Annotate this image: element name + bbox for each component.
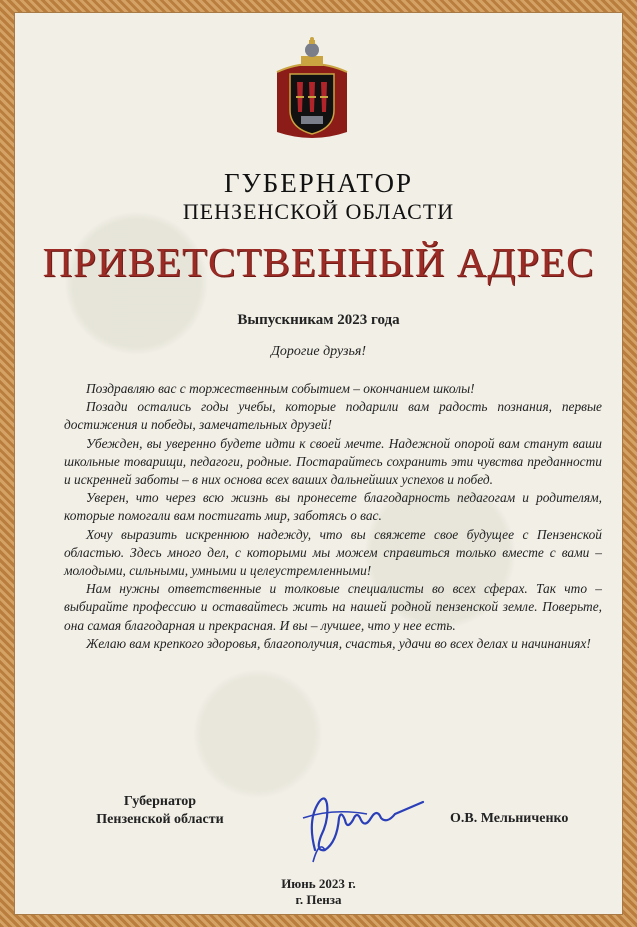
- paragraph: Позади остались годы учебы, которые подарили вам радость познания, первые достижения и победы, замечательных друзей!: [64, 399, 602, 433]
- paragraph: Уверен, что через всю жизнь вы пронесете благодарность педагогам и родителям, которые помогали вам постигать мир, заботясь о вас.: [64, 490, 602, 524]
- paragraph: Хочу выразить искреннюю надежду, что вы свяжете свое будущее с Пензенской областью. Здесь много дел, с которыми мы можем справиться только вместе с вами – молодыми, сильными, умными и целеустремленными!: [64, 526, 602, 579]
- signatory-position: [60, 793, 260, 829]
- paragraph: Убежден, вы уверенно будете идти к своей мечте. Надежной опорой вам станут ваши школьные товарищи, педагоги, родные. Постарайтесь сохранить эти чувства преданности и искренней заботы – в них основа всех ваших дальнейших успехов и побед.: [64, 435, 602, 488]
- issuer-title-line1: ГУБЕРНАТОР: [223, 168, 413, 198]
- issuer-title-line2: ПЕНЗЕНСКОЙ ОБЛАСТИ: [182, 199, 455, 224]
- position-line1: Губернатор: [123, 794, 197, 809]
- position-line2: Пензенской области: [96, 812, 224, 827]
- issue-place: г. Пенза: [295, 892, 342, 907]
- greeting-line: Дорогие друзья!: [270, 344, 366, 359]
- document-title: ПРИВЕТСТВЕННЫЙ АДРЕС: [42, 239, 595, 285]
- date-place: [0, 876, 637, 908]
- coat-of-arms-icon: [273, 36, 351, 146]
- paragraph: Желаю вам крепкого здоровья, благополучия, счастья, удачи во всех делах и начинаниях!: [86, 635, 591, 651]
- recipient-line: Выпускникам 2023 года: [237, 312, 400, 328]
- paragraph: Нам нужны ответственные и толковые специалисты во всех сферах. Так что – выбирайте профессию и оставайтесь жить на нашей родной пензенской земле. Поверьте, она самая благодарная и прекрасная. И вы – лучшее, что у нее есть.: [64, 581, 602, 633]
- paragraph: Поздравляю вас с торжественным событием – окончанием школы!: [86, 381, 475, 396]
- handwritten-signature: [285, 780, 435, 870]
- issue-date: Июнь 2023 г.: [281, 876, 356, 891]
- letter-body: [64, 380, 602, 653]
- signatory-name: О.В. Мельниченко: [450, 811, 569, 826]
